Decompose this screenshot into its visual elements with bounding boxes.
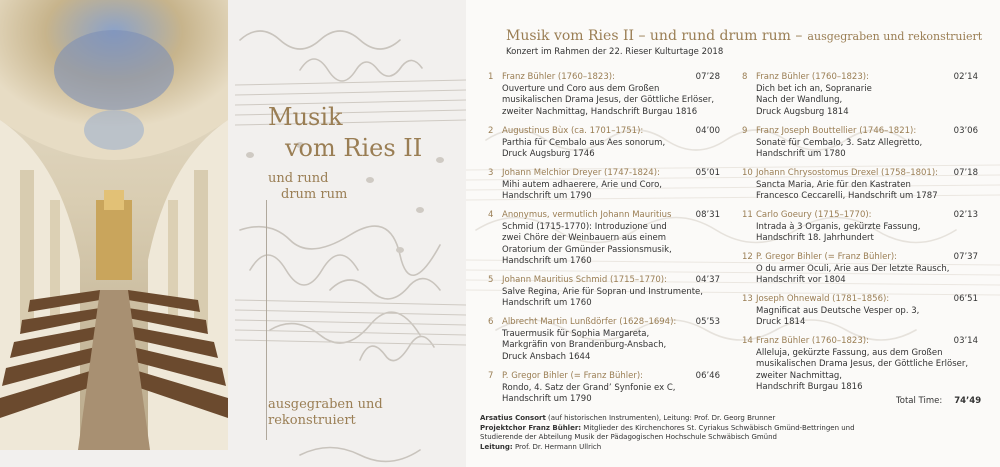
track-composer: P. Gregor Bihler (= Franz Bühler): (502, 371, 644, 381)
back-heading-main: Musik vom Ries II – und rund drum rum – (506, 28, 803, 44)
track-number: 4 (488, 210, 494, 220)
track-description-line: zweiter Nachmittag, (756, 370, 843, 381)
credit-text: (auf historischen Instrumenten), Leitung: Prof. Dr. Georg Brunner (545, 414, 776, 422)
track-composer: Albrecht Martin Lunßdörfer (1628–1694): (502, 317, 677, 327)
track-composer: Joseph Ohnewald (1781–1856): (756, 294, 890, 304)
track-description-line: Dich bet ich an, Sopranarie (756, 83, 872, 94)
track-composer: Franz Bühler (1760–1823): (502, 72, 615, 82)
track-composer: Augustinus Bùx (ca. 1701–1751): (502, 126, 644, 136)
track-description-line: Magnificat aus Deutsche Vesper op. 3, (756, 305, 920, 316)
track-description-line: Handschrift um 1760 (502, 256, 592, 267)
cover-title-line2: vom Ries II (285, 134, 423, 162)
credit-text: Prof. Dr. Hermann Ullrich (512, 443, 602, 452)
track-composer: Franz Bühler (1760–1823): (756, 336, 869, 346)
track-description-line: Markgräfin von Brandenburg-Ansbach, (502, 340, 667, 351)
track-description-line: Oratorium der Gmünder Passionsmusik, (502, 244, 672, 255)
credit-text: Studierende der Abteilung Musik der Pädagogischen Hochschule Schwäbisch Gmünd (480, 433, 777, 442)
track-description-line: Salve Regina, Arie für Sopran und Instrumente, (502, 286, 703, 297)
track-duration: 06’46 (695, 371, 720, 381)
track-number: 14 (742, 336, 753, 346)
track-number: 2 (488, 126, 494, 136)
track-number: 5 (488, 275, 494, 285)
track-duration: 07’28 (695, 72, 720, 82)
total-time-value: 74’49 (954, 396, 982, 406)
cover-subtitle-line2: drum rum (281, 187, 348, 202)
track-composer: Franz Joseph Bouttellier (1746–1821): (756, 126, 917, 136)
track-description-line: musikalischen Drama Jesus, der Göttliche Erlöser, (756, 359, 969, 370)
track-description (756, 84, 872, 119)
track-description-line: Handschrift 18. Jahrhundert (756, 233, 874, 244)
credit-line (480, 433, 855, 443)
back-heading-sub: ausgegraben und rekonstruiert (807, 30, 983, 43)
track-duration: 06’51 (953, 294, 978, 304)
track-duration: 04’00 (695, 126, 720, 136)
track-description-line: Handschrift um 1780 (756, 149, 846, 160)
track-number: 9 (742, 126, 748, 136)
credit-label: Arsatius Consort (480, 414, 546, 422)
track-number: 1 (488, 72, 494, 82)
track-description-line: Nach der Wandlung, (756, 95, 843, 106)
track-composer: P. Gregor Bihler (= Franz Bühler): (756, 252, 898, 262)
track-description-line: O du armer Oculi, Arie aus Der letzte Rausch, (756, 263, 950, 274)
track-description (756, 348, 968, 394)
track-description (502, 84, 714, 119)
track-description-line: Handschrift um 1790 (502, 191, 592, 202)
track-number: 13 (742, 294, 753, 304)
track-description (756, 264, 949, 287)
track-composer: Johann Melchior Dreyer (1747-1824): (502, 168, 660, 178)
track-number: 3 (488, 168, 494, 178)
cover-bottom-line2: rekonstruiert (268, 413, 356, 428)
track-duration: 05’53 (695, 317, 720, 327)
credit-label: Leitung: (480, 443, 513, 452)
track-description-line: musikalischen Drama Jesus, der Göttliche Erlöser, (502, 95, 715, 106)
track-description (756, 306, 919, 329)
credit-line (480, 424, 855, 434)
credit-label: Projektchor Franz Bühler: (480, 423, 582, 432)
track-description-line: Handschrift um 1790 (502, 394, 592, 405)
cover-divider (266, 200, 267, 440)
track-description-line: Druck 1814 (756, 317, 806, 328)
track-description (502, 383, 675, 406)
track-description-line: Rondo, 4. Satz der Grand’ Synfonie ex C, (502, 382, 676, 393)
track-composer: Carlo Goeury (1715–1770): (756, 210, 872, 220)
track-description-line: Ouverture und Coro aus dem Großen (502, 83, 660, 94)
track-description-line: zweiter Nachmittag, Handschrift Burgau 1816 (502, 106, 698, 117)
total-time (896, 396, 981, 406)
credits (480, 414, 855, 453)
track-description-line: Druck Augsburg 1746 (502, 149, 595, 160)
track-description-line: Parthia für Cembalo aus Aes sonorum, (502, 137, 666, 148)
track-description (502, 138, 665, 161)
credit-text: Mitglieder des Kirchenchores St. Cyriakus Schwäbisch Gmünd-Bettringen und (581, 423, 855, 432)
track-duration: 03’14 (953, 336, 978, 346)
back-cover (466, 0, 1000, 467)
track-duration: 07’37 (953, 252, 978, 262)
church-interior-photo (0, 0, 228, 450)
cover-bottom-line1: ausgegraben und (268, 397, 383, 412)
track-description-line: zwei Chöre der Weinbauern aus einem (502, 233, 667, 244)
track-description-line: Alleluja, gekürzte Fassung, aus dem Großen (756, 347, 943, 358)
track-duration: 05’01 (695, 168, 720, 178)
cover-title-line1: Musik (268, 103, 343, 131)
track-description-line: Handschrift Burgau 1816 (756, 382, 863, 393)
credit-line (480, 443, 855, 453)
track-description (502, 287, 703, 310)
track-number: 7 (488, 371, 494, 381)
track-duration: 08’31 (695, 210, 720, 220)
track-composer: Franz Bühler (1760–1823): (756, 72, 869, 82)
total-time-label: Total Time: (896, 396, 943, 406)
track-number: 11 (742, 210, 753, 220)
track-description (756, 138, 922, 161)
track-description-line: Trauermusik für Sophia Margareta, (502, 328, 650, 339)
track-description (756, 222, 920, 245)
track-description-line: Druck Ansbach 1644 (502, 351, 591, 362)
track-duration: 04’37 (695, 275, 720, 285)
concert-line: Konzert im Rahmen der 22. Rieser Kulturtage 2018 (506, 47, 724, 57)
track-description (756, 180, 938, 203)
track-description-line: Handschrift um 1760 (502, 298, 592, 309)
track-description-line: Schmid (1715-1770): Introduzione und (502, 221, 667, 232)
track-number: 8 (742, 72, 748, 82)
track-description (502, 329, 666, 364)
track-composer: Johann Chrysostomus Drexel (1758–1801): (756, 168, 939, 178)
credit-line (480, 414, 855, 424)
track-duration: 03’06 (953, 126, 978, 136)
track-composer: Anonymus, vermutlich Johann Mauritius (502, 210, 672, 220)
front-cover (0, 0, 466, 467)
track-description-line: Sancta Maria, Arie für den Kastraten (756, 179, 911, 190)
track-number: 6 (488, 317, 494, 327)
track-number: 12 (742, 252, 753, 262)
track-description-line: Druck Augsburg 1814 (756, 106, 849, 117)
track-duration: 07’18 (953, 168, 978, 178)
track-description (502, 222, 672, 268)
cover-subtitle-line1: und rund (268, 171, 329, 186)
track-duration: 02’14 (953, 72, 978, 82)
track-description-line: Mihi autem adhaerere, Arie und Coro, (502, 179, 663, 190)
back-heading (506, 25, 982, 44)
track-duration: 02’13 (953, 210, 978, 220)
track-number: 10 (742, 168, 753, 178)
track-description-line: Sonate für Cembalo, 3. Satz Allegretto, (756, 137, 923, 148)
track-description-line: Intrada à 3 Organis, gekürzte Fassung, (756, 221, 921, 232)
track-composer: Johann Mauritius Schmid (1715–1770): (502, 275, 667, 285)
track-description (502, 180, 662, 203)
track-description-line: Handschrift vor 1804 (756, 275, 846, 286)
track-description-line: Francesco Ceccarelli, Handschrift um 1787 (756, 191, 938, 202)
